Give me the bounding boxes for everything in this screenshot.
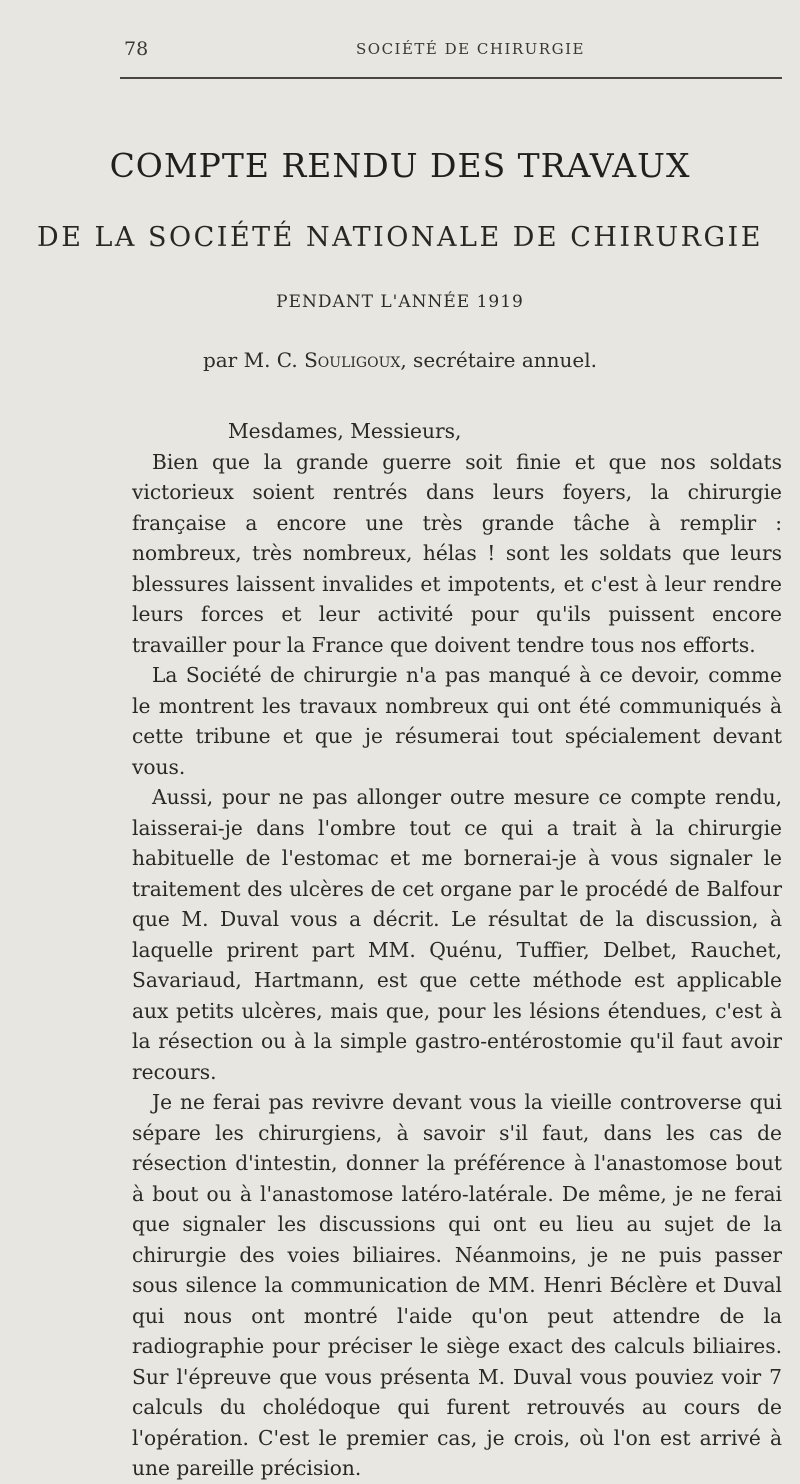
body-text	[132, 416, 782, 1484]
byline	[0, 348, 800, 372]
paragraph-4: Je ne ferai pas revivre devant vous la vieille controverse qui sépare les chirurgiens, à savoir s'il faut, dans les cas de résection d'intestin, donner la préférence à l'anastomose bout à bout ou à l'anastomose latéro-latérale. De même, je ne ferai que signaler les discussions qui ont eu lieu au sujet de la chirurgie des voies biliaires. Néanmoins, je ne puis passer sous silence la communication de MM. Henri Béclère et Duval qui nous ont montré l'aide qu'on peut attendre de la radiographie pour préciser le siège exact des calculs biliaires. Sur l'épreuve que vous présenta M. Duval vous pouviez voir 7 calculs du cholédoque qui furent retrouvés au cours de l'opération. C'est le premier cas, je crois, où l'on est arrivé à une pareille précision.	[132, 1090, 782, 1480]
paragraph-1: Bien que la grande guerre soit finie et que nos soldats victorieux soient rentrés dans leurs foyers, la chirurgie française a encore une très grande tâche à remplir : nombreux, très nombreux, hélas ! sont les soldats que leurs blessures laissent invalides et impotents, et c'est à leur rendre leurs forces et leur activité pour qu'ils puissent encore travailler pour la France que doivent tendre tous nos efforts.	[132, 449, 782, 657]
byline-prefix: par M. C.	[202, 348, 298, 372]
page-number: 78	[124, 38, 149, 60]
main-title: COMPTE RENDU DES TRAVAUX	[109, 146, 691, 185]
paragraph-2: La Société de chirurgie n'a pas manqué à ce devoir, comme le montrent les travaux nombreux qui ont été communiqués à cette tribune et que je résumerai tout spécialement devant vous.	[132, 663, 782, 779]
byline-suffix: , secrétaire annuel.	[400, 348, 598, 372]
author-name: Souligoux	[304, 348, 401, 372]
salutation: Mesdames, Messieurs,	[228, 419, 462, 443]
running-title: SOCIÉTÉ DE CHIRURGIE	[356, 40, 585, 58]
paragraph-3: Aussi, pour ne pas allonger outre mesure ce compte rendu, laisserai-je dans l'ombre tout ce qui a trait à la chirurgie habituelle de l'estomac et me bornerai-je à vous signaler le traitement des ulcères de cet organe par le procédé de Balfour que M. Duval vous a décrit. Le résultat de la discussion, à laquelle prirent part MM. Quénu, Tuffier, Delbet, Rauchet, Savariaud, Hartmann, est que cette méthode est applicable aux petits ulcères, mais que, pour les lésions étendues, c'est à la résection ou à la simple gastro-entérostomie qu'il faut avoir recours.	[132, 785, 782, 1084]
header-rule	[120, 77, 782, 79]
running-header	[0, 38, 800, 62]
subtitle: DE LA SOCIÉTÉ NATIONALE DE CHIRURGIE	[37, 222, 763, 253]
year-line: PENDANT L'ANNÉE 1919	[276, 292, 524, 312]
